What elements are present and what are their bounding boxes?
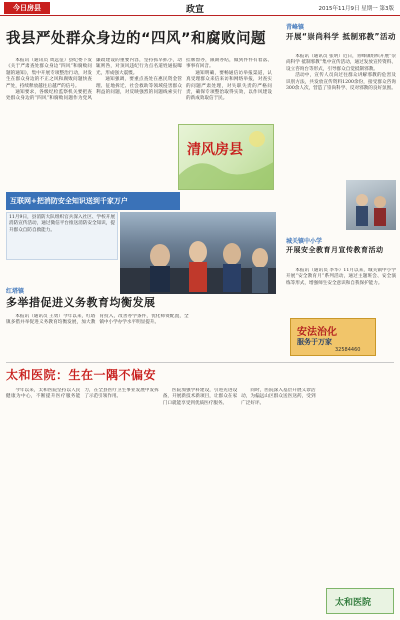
feature-headline: 太和医院：生在一隅不偏安 (6, 368, 157, 382)
mid-header: 红塔镇 (6, 288, 25, 295)
banner-image (178, 124, 274, 190)
footer-logo: 太和医院 (335, 598, 372, 608)
sidebar-paragraph: 本报讯（通讯员 张明）近日，青峰镇组织开展“崇尚科学 抵制邪教”集中宣传活动，通过发放宣传资料、设立咨询台等形式，引导群众自觉抵制邪教。 (286, 54, 396, 72)
mid-paragraph: 本报讯（通讯员 王勇）今年以来，红塔镇多措并举促进义务教育均衡发展，加大教育投入，改善办学条件，优化师资配置，全镇中小学办学水平明显提升。 (6, 314, 189, 326)
sidebar-headline: 开展“崇尚科学 抵制邪教”活动 (286, 32, 396, 41)
photo-caption-text: 11月9日，县消防大队组织官兵深入社区、学校开展消防宣传活动，通过微信平台推送消防安全知识，提升群众自防自救能力。 (9, 215, 115, 233)
lead-headline: 我县严处群众身边的“四风”和腐败问题 (6, 31, 267, 47)
sidebar2-body (286, 268, 396, 314)
photo-scene (120, 212, 276, 294)
mid-headline: 多举措促进义务教育均衡发展 (6, 296, 156, 309)
photo-caption-band (6, 192, 180, 210)
issue-date: 2015年11月9日 星期一 第3版 (318, 6, 394, 12)
fire-safety-photo (120, 212, 276, 294)
mid-body (6, 314, 282, 358)
footer-badge (326, 588, 394, 614)
sidebar-paragraph: 活动中，宣传人员向过往群众讲解邪教的危害及识别方法，共发放宣传资料1200余份，接受群众咨询300余人次，营造了崇尚科学、反对邪教的良好氛围。 (286, 73, 396, 92)
ad-line1: 安法治化 (297, 327, 337, 338)
section-title: 政宣 (186, 5, 205, 15)
masthead (0, 0, 400, 16)
banner-title: 清风房县 (187, 142, 243, 158)
sidebar2-paragraph: 本报讯（通讯员 李华）11月以来，城关镇中小学开展“安全教育月”系列活动，通过主题班会、安全演练等形式，增强师生安全意识和自我保护能力。 (286, 268, 396, 286)
ad-line2: 服务于万家 (297, 338, 332, 346)
lead-paragraph: 通知强调，要重点查处在惠民资金管理、征地拆迁、社会救助等领域侵害群众利益的问题，对反映强烈的问题线索实行挂牌督办，限期办结，做到件件有着落、事事有回音。 (96, 58, 272, 96)
ad-phone: 32584460 (335, 347, 361, 353)
feature-paragraph: 同时，医院深入基层开展义诊活动，为偏远山区群众送医送药，受到广泛好评。 (241, 388, 316, 406)
sidebar-photo (346, 180, 396, 230)
sidebar-body (286, 54, 396, 174)
sidebar-header: 青峰镇 (286, 24, 305, 31)
feature-paragraph: 今年以来，太和医院坚持以人民健康为中心，不断提升医疗服务能力，在全县医疗卫生事业发展中发挥了示范引领作用。 (6, 388, 159, 400)
lead-paragraph: 本报讯（通讯员 周远征）县纪委下发《关于严肃查处群众身边“四风”和腐败问题的通知》，集中开展专项整治行动，对发生在群众身边的不正之风和腐败问题快查严处，持续释放越往后越严的信号。 (6, 58, 92, 89)
newspaper-logo: 今日房县 (4, 2, 50, 14)
people-icon (346, 180, 396, 230)
feature-body (6, 388, 394, 578)
feature-paragraph: 医院加强学科建设，引进先进设备，开展新技术新项目，让群众在家门口就能享受到优质医疗服务。 (162, 388, 238, 406)
sidebar2-header: 城关镇中小学 (286, 238, 323, 245)
lead-paragraph: 通知明确，要畅通信访举报渠道，认真受理群众来信来访和网络举报，对查实的问题严肃处理，对失职失责的严格问责，确保专项整治取得实效，以作风建设的新成效取信于民。 (186, 70, 272, 102)
photo-caption-box (6, 212, 118, 260)
ad-box (290, 318, 376, 356)
section-divider (6, 362, 394, 363)
lead-paragraph: 通知要求，各级纪检监察机关要把查处群众身边的“四风”和腐败问题作为党风廉政建设的重要内容，坚持抓早抓小，动辄则咎，对顶风违纪行为点名道姓通报曝光，形成强大震慑。 (6, 58, 182, 102)
sidebar2-headline: 开展安全教育月宣传教育活动 (286, 246, 384, 254)
photo-caption-title: 互联网+把消防安全知识送到千家万户 (10, 197, 128, 205)
